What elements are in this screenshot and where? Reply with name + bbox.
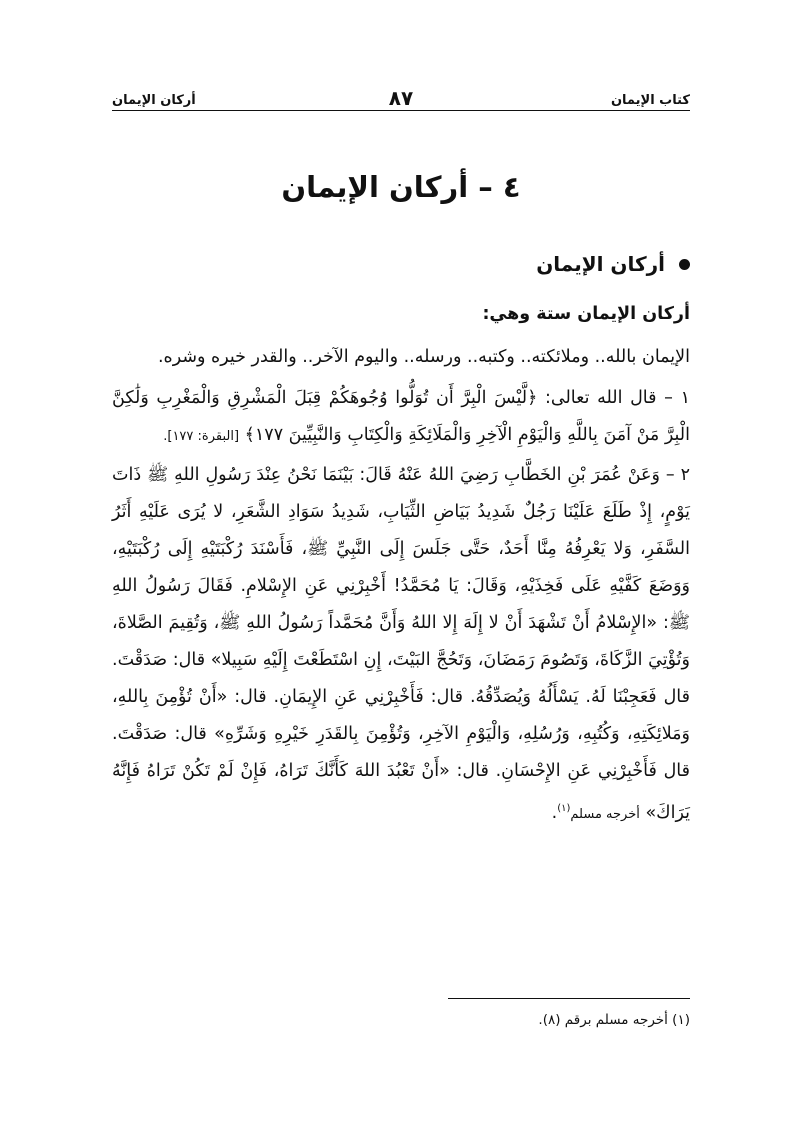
bullet-icon (679, 259, 690, 270)
verse-reference: [البقرة: ١٧٧]. (163, 429, 240, 444)
section-heading (536, 252, 690, 276)
footnote: (١) أخرجه مسلم برقم (٨). (538, 1012, 690, 1028)
intro-paragraph: الإيمان بالله.. وملائكته.. وكتبه.. ورسله.. واليوم الآخر.. والقدر خيره وشره. (157, 347, 690, 367)
verse-number: ١٧٧ (254, 425, 284, 445)
hadith-source: أخرجه مسلم (570, 806, 640, 822)
footnote-marker: (١) (557, 803, 571, 814)
hadith-text: وَعَنْ عُمَرَ بْنِ الخَطَّابِ رَضِيَ اللهُ عَنْهُ قَالَ: بَيْنَمَا نَحْنُ عِنْدَ رَسُولِ اللهِ ﷺ ذَاتَ يَوْمٍ، إِذْ طَلَعَ عَلَيْنَا رَجُلٌ شَدِيدُ بَيَاضِ الثِّيَابِ، شَدِيدُ سَوَادِ الشَّعَرِ، لا يُرَى عَلَيْهِ أَثَرُ السَّفَرِ، وَلا يَعْرِفُهُ مِنَّا أَحَدٌ، حَتَّى جَلَسَ إِلَى النَّبِيِّ ﷺ، فَأَسْنَدَ رُكْبَتَيْهِ إِلَى رُكْبَتَيْهِ، وَوَضَعَ كَفَّيْهِ عَلَى فَخِذَيْهِ، وَقَالَ: يَا مُحَمَّدُ! أَخْبِرْنِي عَنِ الإِسْلامِ. فَقَالَ رَسُولُ اللهِ ﷺ: «الإِسْلامُ أَنْ تَشْهَدَ أَنْ لا إِلَهَ إِلا اللهُ وَأَنَّ مُحَمَّداً رَسُولُ اللهِ ﷺ، وَتُقِيمَ الصَّلاةَ، وَتُؤْتِيَ الزَّكَاةَ، وَتَصُومَ رَمَضَانَ، وَتَحُجَّ البَيْتَ، إِنِ اسْتَطَعْتَ إِلَيْهِ سَبِيلا» قال: صَدَقْتَ. قال فَعَجِبْنَا لَهُ. يَسْأَلُهُ وَيُصَدِّقُهُ. قال: فَأَخْبِرْنِي عَنِ الإِيمَانِ. قال: «أَنْ تُؤْمِنَ بِاللهِ، وَمَلائِكَتِهِ، وَكُتُبِهِ، وَرُسُلِهِ، وَالْيَوْمِ الآخِرِ، وَتُؤْمِنَ بِالقَدَرِ خَيْرِهِ وَشَرِّهِ» قال: صَدَقْتَ. قال فَأَخْبِرْنِي عَنِ الإِحْسَانِ. قال: «أَنْ تَعْبُدَ اللهَ كَأَنَّكَ تَرَاهُ، فَإِنْ لَمْ تَكُنْ تَرَاهُ فَإِنَّهُ يَرَاكَ» (112, 465, 690, 823)
chapter-title: ٤ – أركان الإيمان (281, 170, 521, 204)
item-number: ١ – (664, 388, 690, 408)
page-number: ٨٧ (388, 86, 414, 110)
header-chapter-title: أركان الإيمان (112, 93, 196, 108)
quran-verse: لَّيْسَ الْبِرَّ أَن تُوَلُّوا وُجُوهَكُمْ قِبَلَ الْمَشْرِقِ وَالْمَغْرِبِ وَلَٰكِنَّ الْبِرَّ مَنْ آمَنَ بِاللَّهِ وَالْيَوْمِ الْآخِرِ وَالْمَلَائِكَةِ وَالْكِتَابِ وَالنَّبِيِّينَ (112, 388, 690, 445)
list-item (112, 457, 690, 833)
header-rule (112, 110, 690, 111)
verse-close-ornament: ﴾ (244, 425, 255, 445)
item-lead: قال الله تعالى: (544, 388, 657, 408)
header-book-title: كتاب الإيمان (610, 93, 690, 108)
list-item (112, 380, 690, 455)
section-heading-text: أركان الإيمان (536, 252, 665, 276)
verse-open-ornament: ﴿ (527, 388, 538, 408)
subheading: أركان الإيمان ستة وهي: (482, 304, 690, 324)
hadith-end: . (551, 802, 558, 823)
item-number: ٢ – (665, 465, 690, 485)
running-header (112, 82, 690, 108)
main-text (112, 296, 690, 833)
footnote-rule (448, 998, 690, 999)
